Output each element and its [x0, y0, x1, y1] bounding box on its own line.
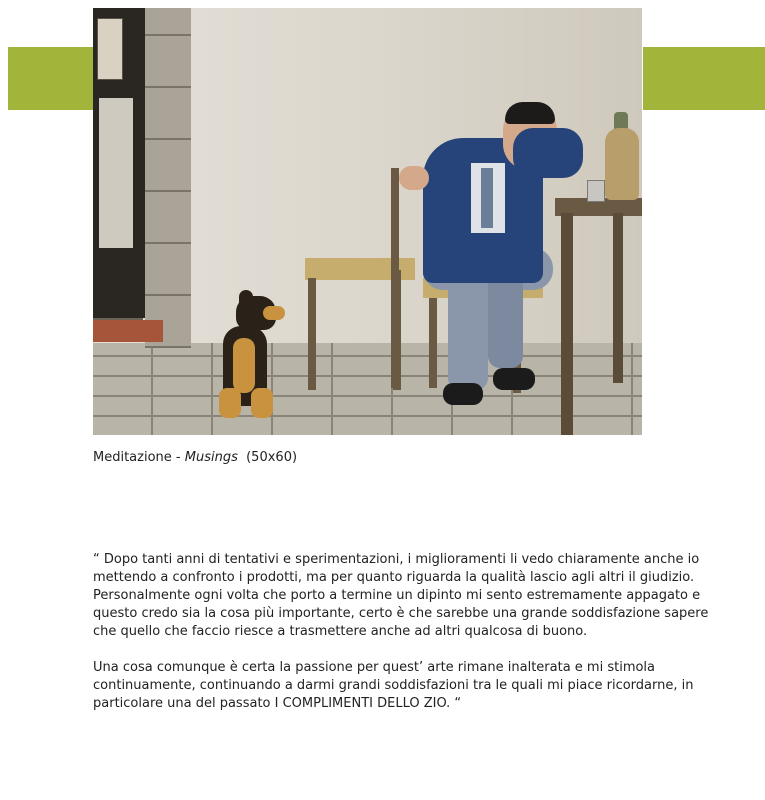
painting-man-hand [399, 166, 429, 190]
artist-quote [93, 551, 723, 731]
painting-meditazione [93, 8, 642, 435]
painting-glass [587, 180, 605, 202]
accent-band-right [643, 47, 765, 110]
painting-man-leg [488, 268, 523, 368]
painting-man-shoe [493, 368, 535, 390]
artwork-title: Meditazione - [93, 450, 185, 465]
painting-dog-leg [219, 388, 241, 418]
painting-step [93, 320, 163, 342]
painting-man-arm [513, 128, 583, 178]
painting-table-leg [561, 213, 573, 435]
artwork-size: (50x60) [246, 450, 298, 465]
quote-paragraph-1: “ Dopo tanti anni di tentativi e sperimentazioni, i miglioramenti li vedo chiaramente anche io mettendo a confronto i prodotti, ma per quanto riguarda la qualità lascio agli altri il giudizio. Personalmente ogni volta che porto a termine un dipinto mi sento estremamente appagato e questo credo sia la cosa più importante, certo è che sarebbe una grande soddisfazione sapere che quello che faccio riesce a trasmettere anche ad altri qualcosa di buono. [93, 552, 709, 639]
quote-paragraph-2: Una cosa comunque è certa la passione per quest’ arte rimane inalterata e mi stimola continuamente, continuando a darmi grandi soddisfazioni tra le quali mi piace ricordarne, in particolare una del passato I COMPLIMENTI DELLO ZIO. “ [93, 660, 694, 711]
painting-man-shoe [443, 383, 483, 405]
painting-man-leg [448, 280, 488, 390]
painting-sign [97, 18, 123, 80]
artwork-title-en: Musings [184, 450, 238, 465]
painting-dog-snout [263, 306, 285, 320]
artwork-caption [93, 450, 297, 465]
painting-chair-leg [308, 278, 316, 390]
painting-pillar [145, 8, 191, 348]
painting-table-leg [613, 213, 623, 383]
painting-door-panel [99, 98, 133, 248]
painting-man-tie [481, 168, 493, 228]
painting-dog-leg [251, 388, 273, 418]
painting-man-hair [505, 102, 555, 124]
painting-chair-back [391, 168, 399, 388]
painting-floor [93, 343, 642, 435]
painting-bottle [605, 128, 639, 200]
painting-dog-chest [233, 338, 255, 393]
accent-band-left [8, 47, 94, 110]
